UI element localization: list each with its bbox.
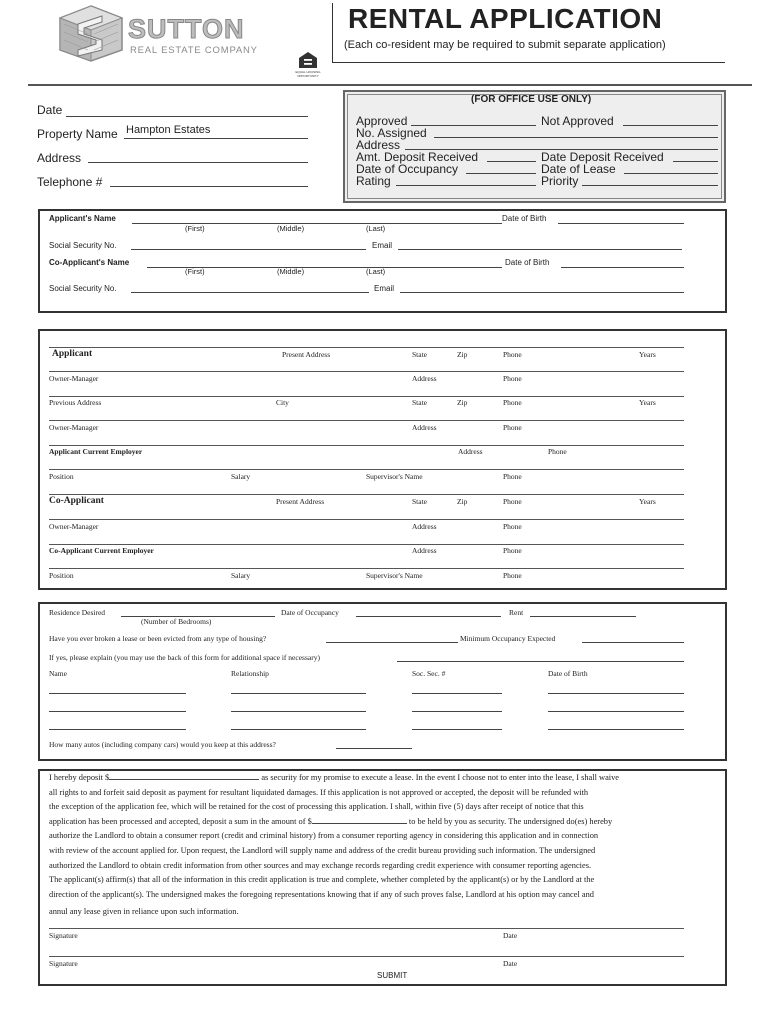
present-address-label: Present Address: [282, 350, 331, 359]
amt-deposit-field[interactable]: [487, 161, 536, 162]
applicant-dob-label: Date of Birth: [502, 214, 547, 223]
employer-phone-label: Phone: [548, 447, 567, 456]
approved-label: Approved: [356, 114, 408, 128]
if-yes-field[interactable]: [397, 661, 684, 662]
agreement-line-3: the exception of the application fee, which will be retained for the cost of processing this application. I shall, within five (5) days after receipt of notice that this: [49, 802, 584, 812]
rent-label: Rent: [509, 608, 524, 617]
occupant-dob-field[interactable]: [548, 711, 684, 712]
agreement-line-7: with review of the account applied for. Upon request, the Landlord will supply name and address of the credit bureau providing such information. The undersigned: [49, 845, 596, 855]
co-employer-address-label: Address: [412, 546, 437, 555]
applicant-ssn-field[interactable]: [131, 249, 366, 250]
row-rule: [49, 347, 684, 348]
prev-owner-field[interactable]: [49, 420, 684, 421]
prev-zip-label: Zip: [457, 398, 468, 407]
no-assigned-label: No. Assigned: [356, 126, 427, 140]
if-yes-label: If yes, please explain (you may use the back of this form for additional space if necessary): [49, 653, 320, 662]
co-state-label: State: [412, 497, 427, 506]
occupant-relationship-header: Relationship: [231, 669, 269, 678]
salary-label: Salary: [231, 472, 251, 481]
header-rule: [28, 84, 752, 86]
rent-field[interactable]: [530, 616, 636, 617]
submit-button[interactable]: SUBMIT: [377, 971, 408, 980]
applicant-ssn-label: Social Security No.: [49, 241, 117, 250]
residence-desired-label: Residence Desired: [49, 608, 106, 617]
occupant-ssn-field[interactable]: [412, 729, 502, 730]
signature-1-field[interactable]: [49, 928, 684, 929]
applicant-employer-label: Applicant Current Employer: [49, 447, 143, 456]
security-amount-field[interactable]: [312, 815, 407, 824]
telephone-field[interactable]: [110, 186, 308, 187]
occupant-name-field[interactable]: [49, 711, 186, 712]
coapplicant-name-label: Co-Applicant's Name: [49, 258, 130, 267]
security-prefix: application has been processed and accepted, deposit a sum in the amount of $: [49, 816, 312, 826]
no-assigned-field[interactable]: [434, 137, 718, 138]
sutton-cube-icon: [58, 4, 124, 62]
supervisor-phone-label: Phone: [503, 472, 522, 481]
telephone-label: Telephone #: [37, 175, 103, 189]
occupant-relationship-field[interactable]: [231, 729, 366, 730]
address-field[interactable]: [88, 162, 308, 163]
co-first-hint: (First): [185, 267, 205, 276]
not-approved-label: Not Approved: [541, 114, 614, 128]
agreement-line-5: to be held by you as security. The undersigned do(es) hereby: [408, 816, 613, 826]
page-title: RENTAL APPLICATION: [348, 3, 663, 34]
signature-2-date-label: Date: [503, 959, 518, 968]
applicant-email-field[interactable]: [398, 249, 682, 250]
applicant-heading: Applicant: [52, 349, 93, 359]
date-field[interactable]: [66, 116, 308, 117]
previous-address-field[interactable]: [49, 396, 684, 397]
applicant-email-label: Email: [372, 241, 393, 250]
co-position-field[interactable]: [49, 568, 684, 569]
prev-owner-label: Owner-Manager: [49, 423, 99, 432]
applicant-name-label: Applicant's Name: [49, 214, 116, 223]
equal-housing-icon: [299, 52, 317, 68]
occupant-dob-header: Date of Birth: [548, 669, 588, 678]
prev-phone-label: Phone: [503, 398, 522, 407]
date-deposit-field[interactable]: [673, 161, 718, 162]
occ-date-label: Date of Occupancy: [281, 608, 339, 617]
occupant-name-field[interactable]: [49, 729, 186, 730]
last-hint: (Last): [366, 224, 386, 233]
coapplicant-ssn-field[interactable]: [131, 292, 369, 293]
address-label: Address: [37, 151, 82, 165]
supervisor-label: Supervisor's Name: [366, 472, 423, 481]
co-salary-label: Salary: [231, 571, 251, 580]
co-employer-field[interactable]: [49, 544, 684, 545]
employer-address-label: Address: [458, 447, 483, 456]
co-employer-phone-label: Phone: [503, 546, 522, 555]
co-owner-phone-label: Phone: [503, 522, 522, 531]
logo-tagline: REAL ESTATE COMPANY: [130, 45, 258, 56]
equal-housing-logo: [290, 52, 326, 82]
coapplicant-ssn-label: Social Security No.: [49, 284, 117, 293]
applicant-dob-field[interactable]: [558, 223, 684, 224]
state-label: State: [412, 350, 427, 359]
co-owner-label: Owner-Manager: [49, 522, 99, 531]
prev-state-label: State: [412, 398, 427, 407]
office-address-label: Address: [356, 138, 401, 152]
signature-1-date-label: Date: [503, 931, 518, 940]
coapplicant-email-field[interactable]: [400, 292, 684, 293]
signature-2-field[interactable]: [49, 956, 684, 957]
owner-phone-label: Phone: [503, 374, 522, 383]
co-phone-label: Phone: [503, 497, 522, 506]
coapplicant-heading: Co-Applicant: [49, 496, 104, 506]
years-label: Years: [639, 350, 656, 359]
property-name-field[interactable]: [124, 138, 308, 139]
occupant-name-field[interactable]: [49, 693, 186, 694]
owner-address-label: Address: [412, 374, 437, 383]
date-lease-label: Date of Lease: [541, 162, 616, 176]
co-present-address-label: Present Address: [276, 497, 325, 506]
occupant-relationship-field[interactable]: [231, 711, 366, 712]
agreement-line-10: direction of the applicant(s). The undersigned makes the foregoing representations knowing that if any of such proves false, Landlord at his option may cancel and: [49, 889, 594, 899]
date-occupancy-field[interactable]: [466, 173, 536, 174]
co-last-hint: (Last): [366, 267, 386, 276]
prev-owner-address-label: Address: [412, 423, 437, 432]
approved-field[interactable]: [411, 125, 536, 126]
office-use-inner: [347, 94, 722, 199]
occupant-name-header: Name: [49, 669, 67, 678]
position-label: Position: [49, 472, 74, 481]
company-logo: [58, 4, 298, 62]
co-zip-label: Zip: [457, 497, 468, 506]
equal-housing-label: EQUAL HOUSING OPPORTUNITY: [295, 70, 321, 78]
coapplicant-employer-label: Co-Applicant Current Employer: [49, 546, 154, 555]
occ-date-field[interactable]: [356, 616, 501, 617]
broken-lease-label: Have you ever broken a lease or been evicted from any type of housing?: [49, 634, 267, 643]
prev-years-label: Years: [639, 398, 656, 407]
co-years-label: Years: [639, 497, 656, 506]
occupant-dob-field[interactable]: [548, 693, 684, 694]
middle-hint: (Middle): [277, 224, 305, 233]
deposit-amount-field[interactable]: [109, 771, 259, 780]
agreement-line-6: authorize the Landlord to obtain a consumer report (credit and criminal history) from a consumer reporting agency in considering this application and in connection: [49, 831, 599, 841]
co-supervisor-phone-label: Phone: [503, 571, 522, 580]
rating-label: Rating: [356, 174, 391, 188]
occupant-ssn-header: Soc. Sec. #: [412, 669, 446, 678]
co-supervisor-label: Supervisor's Name: [366, 571, 423, 580]
signature-1-label: Signature: [49, 931, 78, 940]
date-deposit-label: Date Deposit Received: [541, 150, 664, 164]
city-label: City: [276, 398, 289, 407]
priority-field[interactable]: [582, 185, 718, 186]
co-owner-field[interactable]: [49, 519, 684, 520]
position-field[interactable]: [49, 469, 684, 470]
coapplicant-email-label: Email: [374, 284, 395, 293]
zip-label: Zip: [457, 350, 468, 359]
agreement-line-2: all rights to and forfeit said deposit as payment for resultant liquidated damages. If this application is not approved or accepted, the deposit will be refunded with: [49, 787, 589, 797]
occupant-ssn-field[interactable]: [412, 693, 502, 694]
first-hint: (First): [185, 224, 205, 233]
co-owner-address-label: Address: [412, 522, 437, 531]
date-label: Date: [37, 103, 63, 117]
not-approved-field[interactable]: [623, 125, 718, 126]
autos-label: How many autos (including company cars) would you keep at this address?: [49, 740, 276, 749]
office-use-title: (FOR OFFICE USE ONLY): [471, 94, 592, 105]
phone-label: Phone: [503, 350, 522, 359]
broken-lease-field[interactable]: [326, 642, 458, 643]
agreement-line-1: as security for my promise to execute a lease. In the event I choose not to enter into the lease, I shall waive: [261, 773, 620, 782]
occupant-ssn-field[interactable]: [412, 711, 502, 712]
deposit-prefix: I hereby deposit $: [49, 773, 110, 782]
min-occupancy-label: Minimum Occupancy Expected: [460, 634, 556, 643]
prev-owner-phone-label: Phone: [503, 423, 522, 432]
co-middle-hint: (Middle): [277, 267, 305, 276]
rating-field[interactable]: [396, 185, 536, 186]
employer-field[interactable]: [49, 445, 684, 446]
property-name-label: Property Name: [37, 127, 118, 141]
owner-manager-label: Owner-Manager: [49, 374, 99, 383]
coapplicant-address-field[interactable]: [49, 494, 684, 495]
priority-label: Priority: [541, 174, 579, 188]
agreement-line-8: authorized the Landlord to obtain credit information from other sources and may exchange records regarding credit experience with consumer reporting agencies.: [49, 860, 592, 870]
coapplicant-dob-label: Date of Birth: [505, 258, 550, 267]
occupant-relationship-field[interactable]: [231, 693, 366, 694]
occupant-dob-field[interactable]: [548, 729, 684, 730]
owner-manager-field[interactable]: [49, 371, 684, 372]
page-subtitle: (Each co-resident may be required to submit separate application): [344, 39, 666, 51]
previous-address-label: Previous Address: [49, 398, 102, 407]
coapplicant-dob-field[interactable]: [561, 267, 684, 268]
amt-deposit-label: Amt. Deposit Received: [356, 150, 479, 164]
logo-brand: SUTTON: [128, 14, 245, 44]
bedrooms-hint: (Number of Bedrooms): [141, 617, 212, 626]
agreement-line-11: annul any lease given in reliance upon such information.: [49, 907, 239, 917]
date-lease-field[interactable]: [624, 173, 718, 174]
co-position-label: Position: [49, 571, 74, 580]
min-occupancy-field[interactable]: [582, 642, 684, 643]
agreement-line-9: The applicant(s) affirm(s) that all of the information in this credit application is true and complete, whether completed by the applicant(s) or by the Landlord at the: [49, 875, 595, 885]
agreement-text: [49, 771, 719, 920]
property-name-value[interactable]: Hampton Estates: [126, 124, 211, 136]
autos-field[interactable]: [336, 748, 412, 749]
signature-2-label: Signature: [49, 959, 78, 968]
date-occupancy-label: Date of Occupancy: [356, 162, 459, 176]
